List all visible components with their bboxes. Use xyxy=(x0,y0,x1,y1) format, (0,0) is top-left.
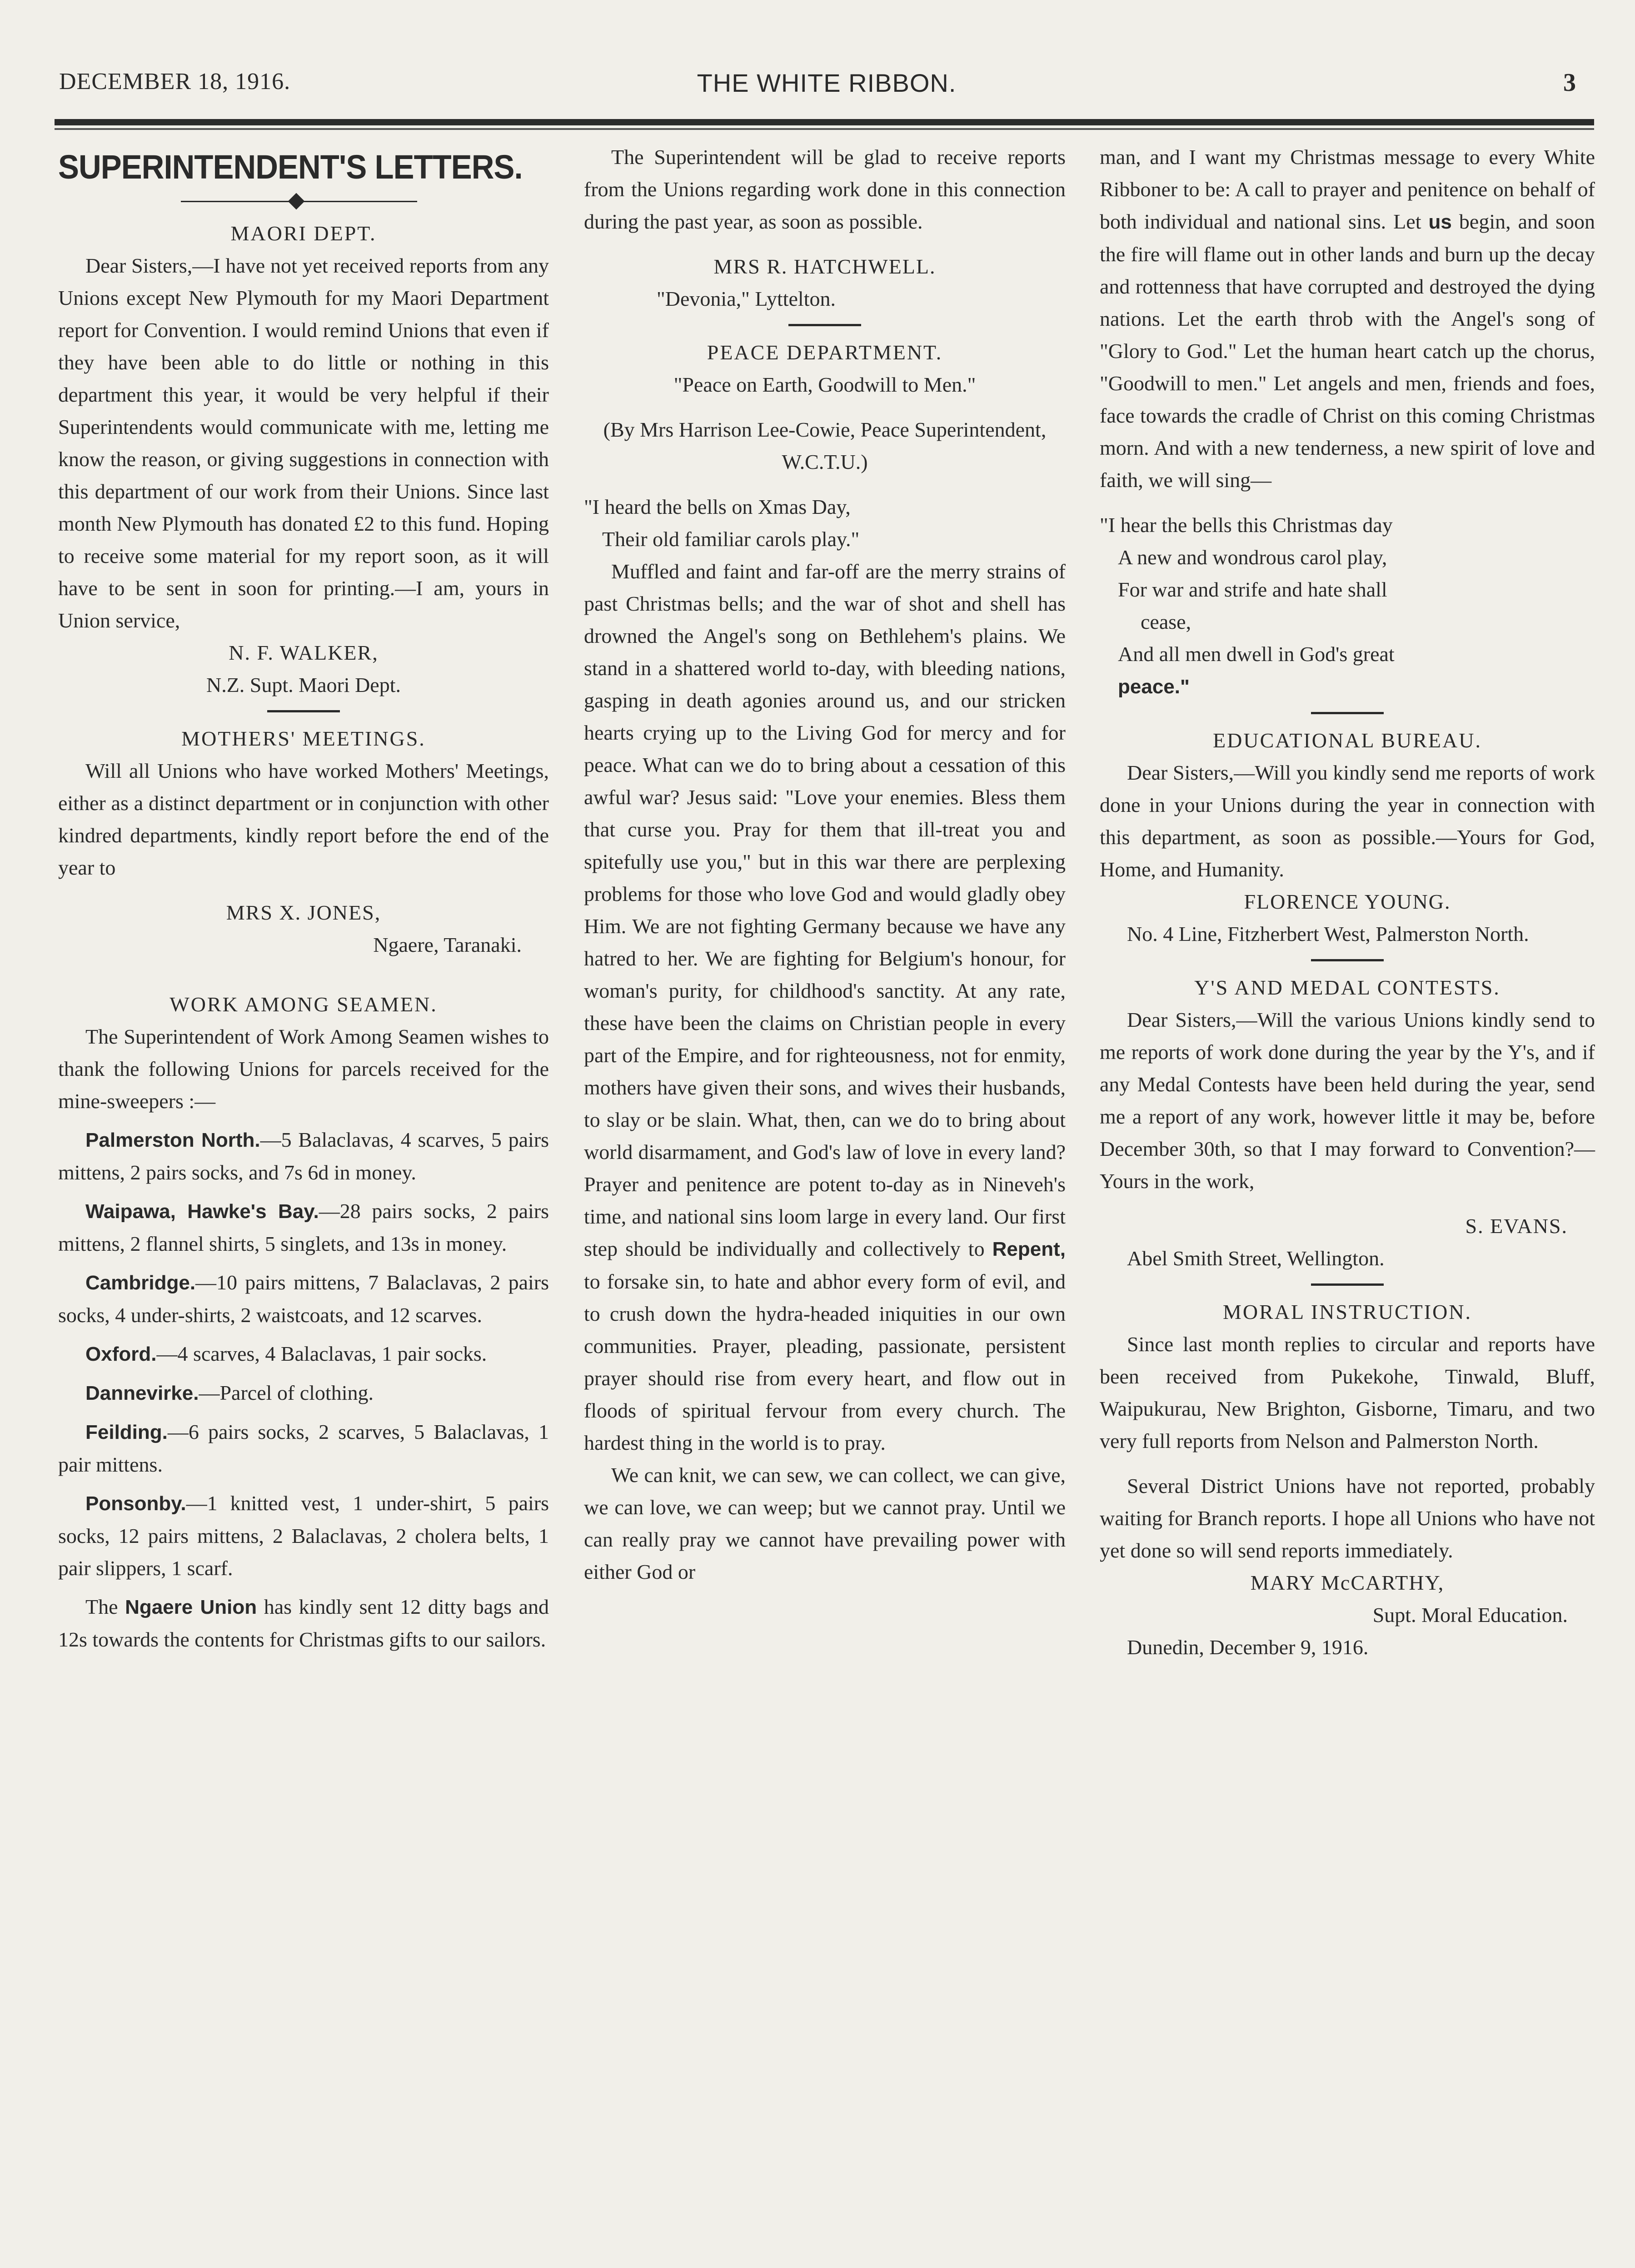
moral-signature: MARY McCARTHY, xyxy=(1250,1571,1445,1594)
union-name: Oxford. xyxy=(85,1343,157,1365)
section-heading: SUPERINTENDENT'S LETTERS. xyxy=(58,148,523,186)
header-rule xyxy=(55,119,1594,125)
hatchwell-address: "Devonia," Lyttelton. xyxy=(657,287,836,310)
ornament-divider xyxy=(58,190,549,213)
dept-title-maori: MAORI DEPT. xyxy=(230,222,377,245)
moral-dateline: Dunedin, December 9, 1916. xyxy=(1127,1636,1369,1659)
peace-verse-line-2: Their old familiar carols play." xyxy=(602,527,860,551)
moral-body-2: Several District Unions have not reported, probably waiting for Branch reports. I hope all Unions who have not yet done so will send reports immediately. xyxy=(1100,1474,1595,1562)
peace-motto: "Peace on Earth, Goodwill to Men." xyxy=(673,373,976,396)
column-2 xyxy=(584,141,1066,1588)
donation-entry xyxy=(58,1487,549,1584)
educational-signature: FLORENCE YOUNG. xyxy=(1244,890,1451,913)
seamen-donation-list xyxy=(58,1124,549,1584)
dept-title-seamen: WORK AMONG SEAMEN. xyxy=(169,993,438,1016)
column-3 xyxy=(1100,141,1595,1663)
donation-items: —1 knitted vest, 1 under-shirt, 5 pairs socks, 12 pairs mittens, 2 Balaclavas, 2 cholera belts, 1 pair slippers, 1 scarf. xyxy=(58,1492,549,1580)
repent-word: Repent, xyxy=(992,1238,1066,1260)
verse-line: A new and wondrous carol play, xyxy=(1118,546,1387,569)
educational-address: No. 4 Line, Fitzherbert West, Palmerston North. xyxy=(1127,922,1529,945)
donation-entry xyxy=(58,1124,549,1189)
dept-title-educational: EDUCATIONAL BUREAU. xyxy=(1213,729,1482,752)
peace-paragraph-1: Muffled and faint and far-off are the merry strains of past Christmas bells; and the war of shot and shell has drowned the Angel's song on Bethlehem's plains. We stand in a shattered world to-day, with bleeding nations, gasping in death agonies around us, and our stricken hearts crying up to the Living God for mercy and for peace. What can we do to bring about a cessation of this awful war? Jesus said: "Love your enemies. Bless them that curse you. Pray for them that ill-treat you and spitefully use you," but in this war there are perplexing problems for those who love God and would gladly obey Him. We are not fighting Germany because we have any hatred to her. We are fighting for Belgium's honour, for woman's purity, for childhood's sanctity. At any rate, these have been the claims on Christian people in every part of the Empire, and for righteousness, not for enmity, mothers have given their sons, and wives their husbands, to slay or be slain. What, then, can we do to bring about world disarmament, and God's law of love in every land? Prayer and penitence are potent to-day as in Nineveh's time, and national sins loom large in every land. Our first step should be individually and collectively to Repent, to forsake sin, to hate and abhor every form of evil, and to crush down the hydra-headed iniquities in our own communities. Prayer, pleading, passionate, persistent prayer should rise from every heart, and flow out in floods of spiritual fervour from every church. The hardest thing in the world is to pray. xyxy=(584,560,1066,1454)
moral-body-1: Since last month replies to circular and reports have been received from Pukekohe, Tinwald, Bluff, Waipukurau, New Brighton, Gisborne, Timaru, and two very full reports from Nelson and Palmerston North. xyxy=(1100,1333,1595,1452)
maori-body: Dear Sisters,—I have not yet received reports from any Unions except New Plymouth for my Maori Department report for Convention. I would remind Unions that even if they have been able to do little or nothing in this department this year, it would be very helpful if their Superintendents would communicate with me, letting me know the reason, or giving suggestions in connection with this department of our work from their Unions. Since last month New Plymouth has donated £2 to this fund. Hoping to receive some material for my report soon, as it will have to be sent in soon for printing.—I am, yours in Union service, xyxy=(58,254,549,632)
donation-entry xyxy=(58,1338,549,1370)
hatchwell-signature: MRS R. HATCHWELL. xyxy=(713,255,936,278)
union-name: Feilding. xyxy=(85,1421,168,1443)
dept-title-moral: MORAL INSTRUCTION. xyxy=(1222,1300,1472,1323)
donation-items: —6 pairs socks, 2 scarves, 5 Balaclavas, 1 pair mittens. xyxy=(58,1420,549,1476)
mothers-body: Will all Unions who have worked Mothers' Meetings, either as a distinct department or in conjunction with other kindred departments, kindly report before the end of the year to xyxy=(58,759,549,879)
donation-items: —5 Balaclavas, 4 scarves, 5 pairs mittens, 2 pairs socks, and 7s 6d in money. xyxy=(58,1128,549,1184)
ngaere-union-name: Ngaere Union xyxy=(125,1596,257,1618)
ys-address: Abel Smith Street, Wellington. xyxy=(1127,1247,1385,1270)
moral-role: Supt. Moral Education. xyxy=(1372,1603,1568,1626)
divider xyxy=(267,710,340,712)
column-1 xyxy=(58,141,549,1656)
donation-entry xyxy=(58,1377,549,1409)
donation-items: —Parcel of clothing. xyxy=(199,1381,374,1404)
ys-body: Dear Sisters,—Will the various Unions kindly send to me reports of work done during the year by the Y's, and if any Medal Contests have been held during the year, send me a report of any work, however little it may be, before December 30th, so that I may forward to Convention?—Yours in the work, xyxy=(1100,1008,1595,1193)
educational-body: Dear Sisters,—Will you kindly send me reports of work done in your Unions during the year in connection with this department, as soon as possible.—Yours for God, Home, and Humanity. xyxy=(1100,761,1595,881)
verse-line: cease, xyxy=(1141,610,1191,633)
mothers-address: Ngaere, Taranaki. xyxy=(373,933,522,956)
seamen-intro: The Superintendent of Work Among Seamen wishes to thank the following Unions for parcels received for the mine-sweepers :— xyxy=(58,1025,549,1113)
dept-title-peace: PEACE DEPARTMENT. xyxy=(707,341,943,364)
union-name: Palmerston North. xyxy=(85,1129,260,1151)
verse-line: For war and strife and hate shall xyxy=(1118,578,1387,601)
donation-entry xyxy=(58,1195,549,1260)
diamond-icon xyxy=(288,193,305,210)
donation-entry xyxy=(58,1266,549,1331)
divider xyxy=(788,324,861,326)
issue-date: DECEMBER 18, 1916. xyxy=(59,69,291,94)
union-name: Cambridge. xyxy=(85,1272,196,1294)
page-number: 3 xyxy=(1563,69,1576,97)
carol-verse xyxy=(1100,509,1595,703)
masthead-title: THE WHITE RIBBON. xyxy=(697,69,957,97)
running-head xyxy=(59,68,1594,100)
donation-items: —28 pairs socks, 2 pairs mittens, 2 flannel shirts, 5 singlets, and 13s in money. xyxy=(58,1199,549,1255)
ys-signature: S. EVANS. xyxy=(1465,1214,1568,1238)
verse-line: And all men dwell in God's great xyxy=(1118,642,1395,666)
maori-signature: N. F. WALKER, xyxy=(229,641,379,664)
us-word: us xyxy=(1428,211,1452,233)
donation-items: —10 pairs mittens, 7 Balaclavas, 2 pairs socks, 4 under-shirts, 2 waistcoats, and 12 scarves. xyxy=(58,1271,549,1327)
seamen-closing: The Ngaere Union has kindly sent 12 ditty bags and 12s towards the contents for Christmas gifts to our sailors. xyxy=(58,1595,549,1651)
peace-byline: (By Mrs Harrison Lee-Cowie, Peace Superintendent, W.C.T.U.) xyxy=(603,418,1047,473)
verse-line: "I hear the bells this Christmas day xyxy=(1100,513,1393,537)
dept-title-mothers: MOTHERS' MEETINGS. xyxy=(181,727,426,750)
mothers-signature: MRS X. JONES, xyxy=(226,901,381,924)
verse-line-end: peace." xyxy=(1118,676,1190,698)
divider xyxy=(1311,1283,1384,1286)
union-name: Waipawa, Hawke's Bay. xyxy=(85,1200,319,1223)
peace-paragraph-3: man, and I want my Christmas message to every White Ribboner to be: A call to prayer and penitence on behalf of both individual and national sins. Let us begin, and soon the fire will flame out in other lands and burn up the decay and rottenness that have corrupted and destroyed the dying nations. Let the earth throb with the Angel's song of "Glory to God." Let the human heart catch up the chorus, "Goodwill to men." Let angels and men, friends and foes, face towards the cradle of Christ on this coming Christmas morn. And with a new tenderness, a new spirit of love and faith, we will sing— xyxy=(1100,145,1595,492)
header-rule-thin xyxy=(55,128,1594,130)
peace-paragraph-2: We can knit, we can sew, we can collect, we can give, we can love, we can weep; but we cannot pray. Until we can really pray we cannot have prevailing power with either God or xyxy=(584,1463,1066,1583)
divider xyxy=(1311,712,1384,714)
donation-entry xyxy=(58,1416,549,1481)
dept-title-ys: Y'S AND MEDAL CONTESTS. xyxy=(1194,976,1500,999)
divider xyxy=(1311,959,1384,961)
maori-role: N.Z. Supt. Maori Dept. xyxy=(206,673,401,696)
seamen-continued: The Superintendent will be glad to receive reports from the Unions regarding work done in this connection during the past year, as soon as possible. xyxy=(584,145,1066,233)
donation-items: —4 scarves, 4 Balaclavas, 1 pair socks. xyxy=(156,1342,487,1365)
peace-verse-line-1: "I heard the bells on Xmas Day, xyxy=(584,495,851,518)
union-name: Dannevirke. xyxy=(85,1382,199,1404)
union-name: Ponsonby. xyxy=(85,1492,186,1515)
